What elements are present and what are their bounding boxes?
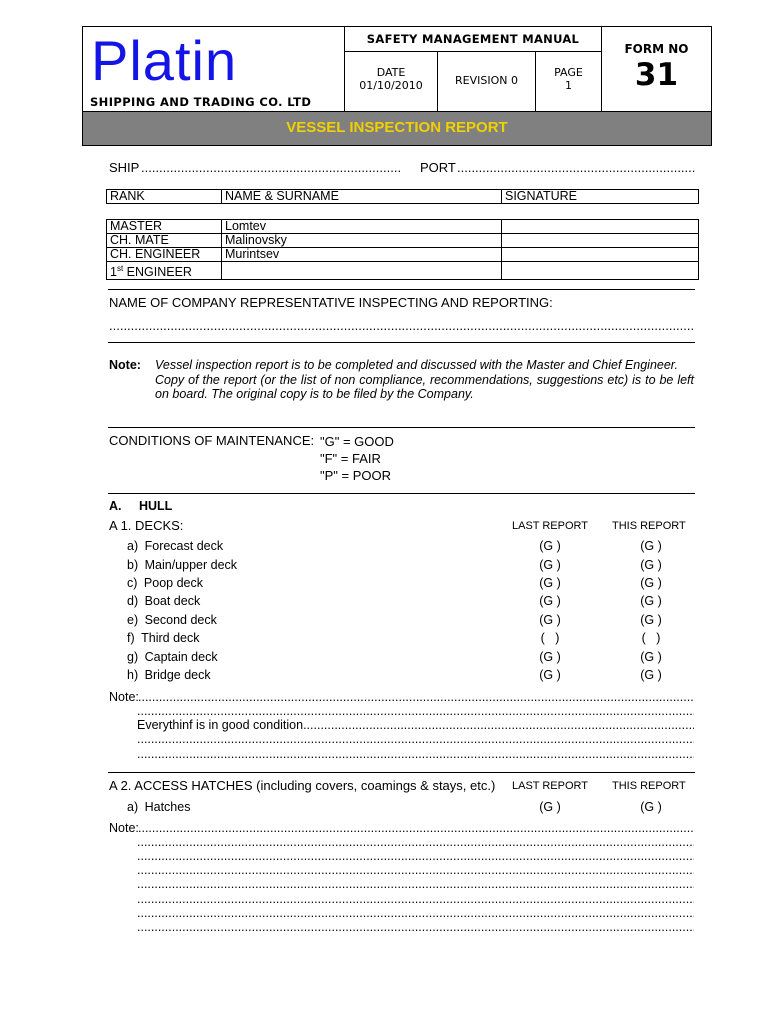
section-a — [109, 499, 172, 513]
form-header — [82, 26, 712, 146]
name-header: NAME & SURNAME — [222, 190, 502, 204]
company-rep-dots[interactable] — [109, 318, 695, 333]
rank-cell: CH. ENGINEER — [107, 248, 222, 262]
divider — [108, 493, 695, 494]
name-cell[interactable]: Lomtev — [222, 220, 502, 234]
note-label: Note: — [109, 358, 141, 372]
this-report-mark[interactable]: (G ) — [640, 539, 662, 553]
this-report-mark[interactable]: (G ) — [640, 558, 662, 572]
company-logo: Platin — [91, 29, 238, 92]
company-rep-label: NAME OF COMPANY REPRESENTATIVE INSPECTING AND REPORTING: — [109, 295, 553, 310]
note-text — [155, 358, 694, 402]
last-report-mark[interactable]: (G ) — [539, 576, 561, 590]
form-number: 31 — [634, 57, 679, 93]
signature-cell[interactable] — [502, 262, 699, 280]
rank-cell: CH. MATE — [107, 234, 222, 248]
a1-note-line[interactable] — [137, 747, 694, 761]
port-dots — [457, 160, 695, 175]
logo-cell — [83, 27, 345, 111]
table-row — [107, 262, 699, 280]
a1-note-line[interactable] — [137, 718, 694, 732]
ship-label: SHIP — [109, 160, 140, 175]
list-item: b) Main/upper deck — [127, 558, 238, 572]
rank-cell — [107, 262, 222, 280]
list-item: e) Second deck — [127, 613, 217, 627]
list-item: a) Hatches — [127, 800, 191, 814]
a2-note-line[interactable] — [138, 821, 694, 835]
note-line-1: Vessel inspection report is to be completed and discussed with the Master and Chief Engineer. — [155, 358, 678, 372]
date-cell — [345, 52, 438, 111]
last-report-mark[interactable]: (G ) — [539, 558, 561, 572]
this-report-mark[interactable]: (G ) — [640, 594, 662, 608]
divider — [108, 289, 695, 290]
form-number-cell — [602, 27, 711, 111]
this-report-mark[interactable]: (G ) — [640, 800, 662, 814]
signature-header: SIGNATURE — [502, 190, 699, 204]
signature-cell[interactable] — [502, 220, 699, 234]
a1-last-report-header: LAST REPORT — [512, 520, 589, 532]
port-field[interactable] — [420, 160, 456, 175]
revision-cell: REVISION 0 — [438, 52, 536, 111]
table-row — [107, 220, 699, 234]
page-label: PAGE — [554, 66, 583, 79]
form-label: FORM NO — [624, 42, 689, 56]
ship-field[interactable] — [109, 160, 139, 175]
name-cell[interactable] — [222, 262, 502, 280]
last-report-mark[interactable]: (G ) — [539, 650, 561, 664]
name-cell[interactable]: Murintsev — [222, 248, 502, 262]
section-a-label: A. — [109, 499, 122, 513]
ship-dots — [141, 160, 402, 175]
this-report-mark[interactable]: (G ) — [640, 650, 662, 664]
conditions-legend — [320, 433, 394, 484]
rank-header: RANK — [107, 190, 222, 204]
conditions-label: CONDITIONS OF MAINTENANCE: — [109, 433, 315, 448]
divider — [108, 342, 695, 343]
condition-fair: "F" = FAIR — [320, 451, 381, 466]
a2-this-report-header: THIS REPORT — [612, 780, 686, 792]
a2-note-line[interactable] — [137, 892, 694, 906]
name-cell[interactable]: Malinovsky — [222, 234, 502, 248]
this-report-mark[interactable]: (G ) — [640, 613, 662, 627]
report-title: VESSEL INSPECTION REPORT — [286, 119, 508, 136]
this-report-mark[interactable]: (G ) — [640, 668, 662, 682]
crew-table — [106, 219, 699, 280]
a2-note-line[interactable] — [137, 920, 694, 934]
a2-note-line[interactable] — [137, 849, 694, 863]
this-report-mark[interactable]: (G ) — [640, 576, 662, 590]
rank-suffix: st — [116, 264, 124, 273]
a1-note-line[interactable] — [138, 690, 694, 704]
table-row — [107, 248, 699, 262]
this-report-mark[interactable]: ( ) — [641, 631, 661, 645]
last-report-mark[interactable]: (G ) — [539, 594, 561, 608]
list-item: a) Forecast deck — [127, 539, 224, 553]
date-value: 01/10/2010 — [359, 79, 423, 92]
a1-note-text: Everythinf is in good condition — [137, 718, 304, 732]
last-report-mark[interactable]: ( ) — [540, 631, 560, 645]
a1-this-report-header: THIS REPORT — [612, 520, 686, 532]
signature-cell[interactable] — [502, 248, 699, 262]
signature-cell[interactable] — [502, 234, 699, 248]
manual-title: SAFETY MANAGEMENT MANUAL — [345, 27, 602, 52]
condition-good: "G" = GOOD — [320, 434, 394, 449]
rank-rest: ENGINEER — [123, 265, 192, 280]
title-bar — [83, 111, 711, 145]
list-item: g) Captain deck — [127, 650, 218, 664]
a2-note-line[interactable] — [137, 906, 694, 920]
a2-note-line[interactable] — [137, 835, 694, 849]
company-name: SHIPPING AND TRADING CO. LTD — [90, 95, 312, 109]
a1-note-label: Note: — [109, 690, 139, 704]
a2-note-label: Note: — [109, 821, 139, 835]
section-a-title: HULL — [138, 499, 173, 513]
a2-note-line[interactable] — [137, 863, 694, 877]
a1-note-line[interactable] — [137, 704, 694, 718]
page-cell — [536, 52, 602, 111]
condition-poor: "P" = POOR — [320, 468, 391, 483]
port-label: PORT — [420, 160, 456, 175]
a2-note-line[interactable] — [137, 877, 694, 891]
last-report-mark[interactable]: (G ) — [539, 800, 561, 814]
rank-cell: MASTER — [107, 220, 222, 234]
a1-note-line[interactable] — [137, 732, 694, 746]
list-item: f) Third deck — [127, 631, 200, 645]
divider — [108, 427, 695, 428]
crew-header-table — [106, 189, 699, 204]
a1-title: A 1. DECKS: — [109, 518, 184, 533]
list-item: d) Boat deck — [127, 594, 201, 608]
last-report-mark[interactable]: (G ) — [539, 668, 561, 682]
list-item: h) Bridge deck — [127, 668, 211, 682]
date-label: DATE — [376, 66, 406, 79]
a2-title: A 2. ACCESS HATCHES (including covers, coamings & stays, etc.) — [109, 778, 496, 793]
a2-last-report-header: LAST REPORT — [512, 780, 589, 792]
note-line-2: Copy of the report (or the list of non compliance, recommendations, suggestions etc) is to be left on board. The original copy is to be filed by the Company. — [155, 372, 694, 401]
list-item: c) Poop deck — [127, 576, 203, 590]
last-report-mark[interactable]: (G ) — [539, 613, 561, 627]
rank-number: 1 — [110, 265, 117, 280]
divider — [108, 772, 695, 773]
page-value: 1 — [565, 79, 572, 92]
last-report-mark[interactable]: (G ) — [539, 539, 561, 553]
table-row — [107, 234, 699, 248]
